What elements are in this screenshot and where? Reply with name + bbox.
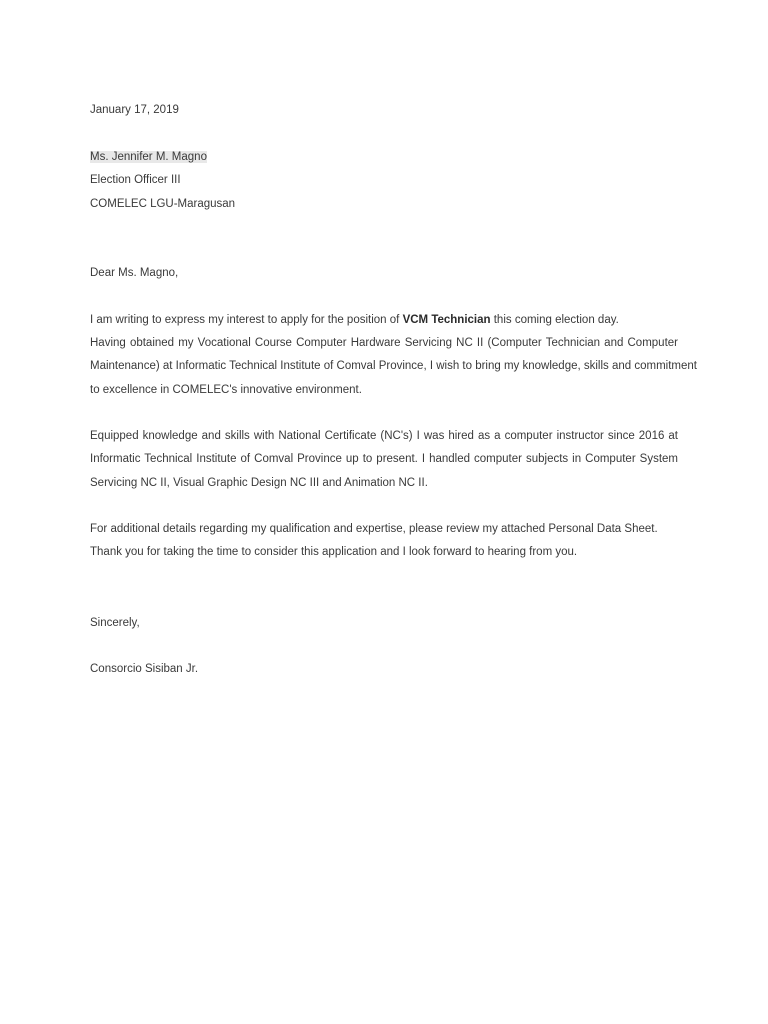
- paragraph1-line1-end: this coming election day.: [490, 314, 619, 326]
- paragraph1-line2: Having obtained my Vocational Course Computer Hardware Servicing NC II (Computer Technician and Computer: [90, 337, 678, 349]
- paragraph2-line3: Servicing NC II, Visual Graphic Design NC III and Animation NC II.: [90, 477, 428, 489]
- recipient-name: [90, 150, 207, 164]
- recipient-office: COMELEC LGU-Maragusan: [90, 198, 236, 210]
- position-name: VCM Technician: [402, 314, 491, 326]
- paragraph2-line1: Equipped knowledge and skills with National Certificate (NC's) I was hired as a computer instructor since 2016 at: [90, 430, 678, 442]
- signature-name: Consorcio Sisiban Jr.: [90, 663, 199, 675]
- paragraph1-line1: [90, 313, 619, 327]
- paragraph3-line1: For additional details regarding my qualification and expertise, please review my attached Personal Data Sheet.: [90, 523, 658, 535]
- salutation: Dear Ms. Magno,: [90, 267, 179, 279]
- paragraph1-line1-start: I am writing to express my interest to apply for the position of: [90, 314, 403, 326]
- recipient-name-text: Ms. Jennifer M. Magno: [90, 151, 207, 163]
- closing: Sincerely,: [90, 617, 140, 629]
- recipient-title: Election Officer III: [90, 174, 181, 186]
- letter-date: January 17, 2019: [90, 104, 179, 116]
- paragraph2-line2: Informatic Technical Institute of Comval Province up to present. I handled computer subjects in Computer System: [90, 453, 678, 465]
- paragraph1-line3: Maintenance) at Informatic Technical Institute of Comval Province, I wish to bring my knowledge, skills and commitment: [90, 360, 697, 372]
- paragraph3-line2: Thank you for taking the time to consider this application and I look forward to hearing from you.: [90, 546, 578, 558]
- paragraph1-line4: to excellence in COMELEC's innovative environment.: [90, 384, 362, 396]
